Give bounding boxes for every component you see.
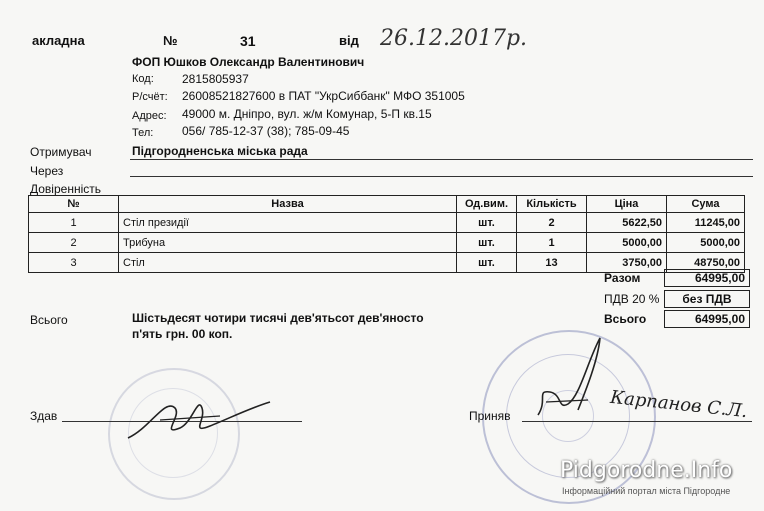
received-label: Приняв — [469, 409, 511, 423]
total-label: Всього — [604, 312, 647, 326]
proxy-label: Довіренність — [30, 182, 101, 196]
row-name: Трибуна — [119, 233, 457, 253]
document-type: акладна — [32, 33, 85, 48]
handwritten-date: 26.12.2017р. — [380, 26, 528, 51]
recipient-underline — [130, 159, 753, 160]
supplier-account-label: Р/счёт: — [132, 91, 168, 103]
header-price: Ціна — [587, 196, 667, 213]
via-label: Через — [30, 164, 64, 178]
table-row — [29, 213, 745, 233]
row-sum: 11245,00 — [667, 213, 745, 233]
table-row — [29, 253, 745, 273]
gave-signature — [120, 388, 280, 448]
supplier-code: 2815805937 — [182, 72, 249, 86]
supplier-code-label: Код: — [132, 73, 154, 85]
watermark-site: Pidgorodne.Info — [560, 458, 733, 483]
header-number: № — [29, 196, 119, 213]
supplier-account: 26008521827600 в ПАТ "УкрСиббанк" МФО 351005 — [182, 89, 465, 103]
number-label: № — [163, 33, 178, 48]
header-name: Назва — [119, 196, 457, 213]
vat-value: без ПДВ — [664, 290, 750, 308]
supplier-phone: 056/ 785-12-37 (38); 785-09-45 — [182, 124, 350, 138]
header-quantity: Кількість — [517, 196, 587, 213]
amount-words-line1: Шістьдесят чотири тисячі дев'ятьсот дев'яносто — [132, 311, 424, 325]
supplier-name: ФОП Юшков Олександр Валентинович — [132, 55, 365, 69]
recipient-value: Підгородненська міська рада — [132, 144, 308, 158]
recipient-label: Отримувач — [30, 145, 92, 159]
amount-words-line2: п'ять грн. 00 коп. — [132, 327, 233, 341]
row-unit: шт. — [457, 213, 517, 233]
vat-label: ПДВ 20 % — [604, 292, 660, 306]
row-number: 2 — [29, 233, 119, 253]
row-quantity: 1 — [517, 233, 587, 253]
supplier-address-label: Адрес: — [132, 110, 167, 122]
supplier-phone-label: Тел: — [132, 127, 154, 139]
table-row — [29, 233, 745, 253]
row-price: 3750,00 — [587, 253, 667, 273]
row-number: 1 — [29, 213, 119, 233]
items-table — [28, 195, 745, 273]
subtotal-label: Разом — [604, 271, 641, 285]
receiver-name-handwritten: Карпанов С.Л. — [609, 386, 749, 423]
total-value: 64995,00 — [664, 310, 750, 328]
row-unit: шт. — [457, 233, 517, 253]
row-sum: 48750,00 — [667, 253, 745, 273]
table-header-row — [29, 196, 745, 213]
row-quantity: 2 — [517, 213, 587, 233]
row-unit: шт. — [457, 253, 517, 273]
supplier-address: 49000 м. Дніпро, вул. ж/м Комунар, 5-П кв.15 — [182, 107, 432, 121]
header-unit: Од.вим. — [457, 196, 517, 213]
header-sum: Сума — [667, 196, 745, 213]
via-underline — [130, 176, 753, 177]
amount-words-label: Всього — [30, 313, 68, 327]
row-name: Стіл — [119, 253, 457, 273]
gave-label: Здав — [30, 409, 58, 423]
watermark-tagline: Інформаційний портал міста Підгородне — [562, 486, 731, 496]
date-label: від — [339, 33, 359, 48]
row-price: 5622,50 — [587, 213, 667, 233]
row-sum: 5000,00 — [667, 233, 745, 253]
row-number: 3 — [29, 253, 119, 273]
document-number: 31 — [240, 33, 256, 49]
received-signature — [528, 330, 618, 430]
row-price: 5000,00 — [587, 233, 667, 253]
row-name: Стіл президії — [119, 213, 457, 233]
subtotal-value: 64995,00 — [664, 269, 750, 287]
row-quantity: 13 — [517, 253, 587, 273]
